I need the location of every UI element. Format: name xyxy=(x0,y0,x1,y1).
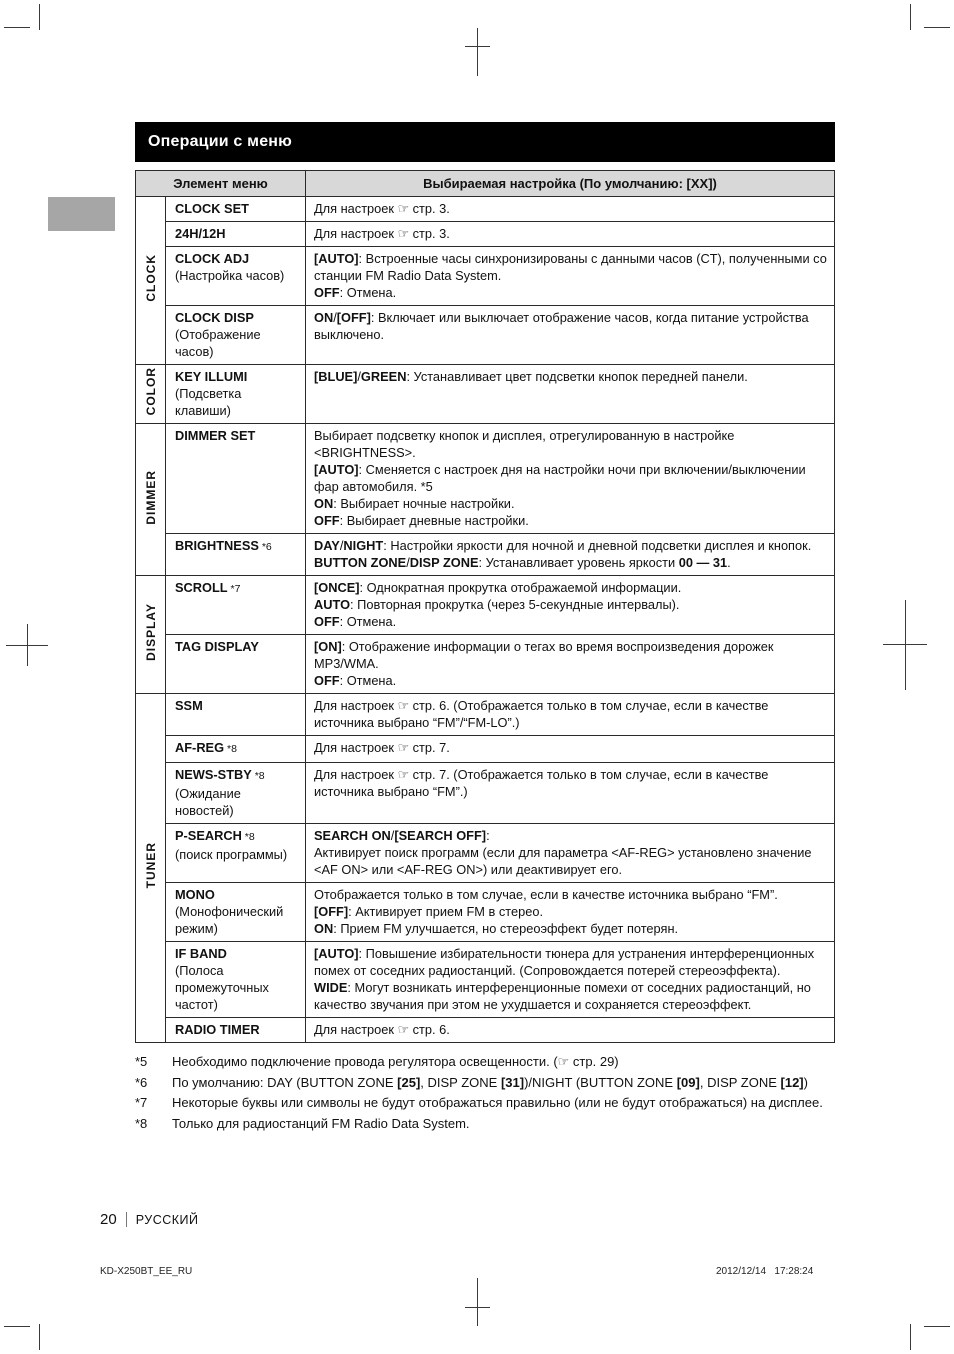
menu-item-name: SCROLL xyxy=(175,580,228,595)
bold-text: [AUTO] xyxy=(314,946,359,961)
bold-text: ON xyxy=(314,310,334,325)
bold-text: DAY xyxy=(314,538,340,553)
text: : Активирует прием FM в стерео. xyxy=(348,904,543,919)
bold-text: ON xyxy=(314,496,334,511)
footnotes xyxy=(135,1053,835,1132)
bold-text: [ON] xyxy=(314,639,342,654)
menu-row xyxy=(136,222,835,247)
text: ) xyxy=(803,1074,808,1090)
text: Для настроек ☞ стр. 3. xyxy=(314,201,450,216)
bold-text: 00 — 31 xyxy=(678,555,728,570)
bold-text: WIDE xyxy=(314,980,348,995)
setting-description-cell xyxy=(306,942,835,1018)
page-number: 20 xyxy=(100,1211,117,1228)
description-line xyxy=(314,200,827,217)
setting-description-cell xyxy=(306,247,835,306)
center-mark-bottom-h xyxy=(465,1307,490,1308)
menu-item-subtitle: (поиск программы) xyxy=(175,847,288,862)
text: : Отображение информации о тегах во время воспроизведения дорожек MP3/WMA. xyxy=(314,639,774,671)
description-line xyxy=(314,284,827,301)
bold-text: [09] xyxy=(676,1074,700,1090)
center-mark-top-h xyxy=(465,46,490,47)
description-line xyxy=(314,309,827,343)
bold-text: [BLUE] xyxy=(314,369,358,384)
bold-text: [SEARCH OFF] xyxy=(394,828,487,843)
menu-item-name: MONO xyxy=(175,887,215,902)
bold-text: [AUTO] xyxy=(314,251,359,266)
menu-table-body xyxy=(136,197,835,1043)
menu-item-name: CLOCK SET xyxy=(175,201,249,216)
menu-row xyxy=(136,306,835,365)
table-header-row xyxy=(136,171,835,197)
description-line xyxy=(314,225,827,242)
menu-item-name: P-SEARCH xyxy=(175,828,242,843)
description-line xyxy=(314,495,827,512)
description-line xyxy=(314,512,827,529)
menu-item-cell xyxy=(166,883,306,942)
menu-item-subtitle: (Подсветка клавиши) xyxy=(175,386,242,418)
description-line xyxy=(314,844,827,878)
description-line xyxy=(314,697,827,731)
menu-row xyxy=(136,763,835,824)
menu-item-cell xyxy=(166,247,306,306)
bold-text: [ONCE] xyxy=(314,580,360,595)
setting-description-cell xyxy=(306,763,835,824)
text: Для настроек ☞ стр. 6. xyxy=(314,1022,450,1037)
col-header-setting: Выбираемая настройка (По умолчанию: [XX]) xyxy=(306,171,835,197)
footnote-ref: *8 xyxy=(251,770,265,782)
category-cell-tuner xyxy=(136,694,166,1043)
text: / xyxy=(339,538,344,553)
text: Для настроек ☞ стр. 7. (Отображается только в том случае, если в качестве источника выбрано “FM”.) xyxy=(314,767,769,799)
bold-text: SEARCH ON xyxy=(314,828,391,843)
menu-item-cell xyxy=(166,635,306,694)
crop-mark-bottom-left-v xyxy=(39,1324,40,1350)
footnote-text xyxy=(172,1115,835,1133)
footnote-ref: *7 xyxy=(227,583,241,595)
text: , DISP ZONE xyxy=(420,1074,501,1090)
bold-text: ON xyxy=(314,921,334,936)
menu-item-cell xyxy=(166,942,306,1018)
text: : Прием FM улучшается, но стереоэффект будет потерян. xyxy=(333,921,679,936)
description-line xyxy=(314,537,827,554)
text: / xyxy=(333,310,337,325)
footnote-ref: *6 xyxy=(258,541,272,553)
text: : Могут возникать интерференционные помехи от соседних радиостанций, но качество звучания при этом не ухудшается и сохраняется стереоэффект. xyxy=(314,980,811,1012)
text: Некоторые буквы или символы не будут отображаться правильно (или не будут отображаться) на дисплее. xyxy=(172,1095,823,1110)
description-line xyxy=(314,613,827,630)
menu-item-name: 24H/12H xyxy=(175,226,226,241)
menu-row xyxy=(136,736,835,763)
center-mark-right-v xyxy=(905,600,906,690)
bold-text: GREEN xyxy=(360,369,407,384)
bold-text: [12] xyxy=(780,1074,804,1090)
description-line xyxy=(314,554,827,571)
crop-mark-top-left-v xyxy=(39,4,40,30)
bold-text: [25] xyxy=(397,1074,421,1090)
footnote-marker: *7 xyxy=(135,1095,148,1110)
text: : Сменяется с настроек дня на настройки ночи при включении/выключении фар автомобиля. *5 xyxy=(314,462,806,494)
crop-mark-top-right-h xyxy=(924,27,950,28)
menu-item-cell xyxy=(166,576,306,635)
text: По умолчанию: DAY (BUTTON ZONE xyxy=(172,1074,398,1090)
text: : Выбирает дневные настройки. xyxy=(339,513,529,528)
menu-item-subtitle: (Ожидание новостей) xyxy=(175,786,241,818)
description-line xyxy=(314,920,827,937)
crop-mark-top-left-h xyxy=(4,27,30,28)
footnote-ref: *8 xyxy=(241,831,255,843)
text: )/NIGHT (BUTTON ZONE xyxy=(524,1074,677,1090)
setting-description-cell xyxy=(306,694,835,736)
description-line xyxy=(314,1021,827,1038)
bold-text: [OFF] xyxy=(336,310,371,325)
menu-row xyxy=(136,694,835,736)
description-line xyxy=(314,766,827,800)
text: : Устанавливает цвет подсветки кнопок передней панели. xyxy=(406,369,748,384)
bold-text: OFF xyxy=(314,513,340,528)
description-line xyxy=(314,638,827,672)
setting-description-cell xyxy=(306,306,835,365)
footnote xyxy=(135,1115,835,1133)
category-cell-dimmer xyxy=(136,424,166,576)
crop-mark-bottom-right-v xyxy=(910,1324,911,1350)
description-line xyxy=(314,461,827,495)
category-cell-clock xyxy=(136,197,166,365)
page-content xyxy=(135,122,835,1135)
crop-mark-top-right-v xyxy=(910,4,911,30)
text: Активирует поиск программ (если для параметра <AF-REG> установлено значение <AF ON> или <AF-REG ON>) или деактивирует его. xyxy=(314,845,812,877)
menu-row xyxy=(136,942,835,1018)
setting-description-cell xyxy=(306,824,835,883)
text: : Отмена. xyxy=(339,285,397,300)
center-mark-top-v xyxy=(477,28,478,76)
setting-description-cell xyxy=(306,576,835,635)
section-title: Операции с меню xyxy=(148,133,293,150)
bold-text: OFF xyxy=(314,285,340,300)
menu-item-cell xyxy=(166,306,306,365)
crop-mark-bottom-right-h xyxy=(924,1326,950,1327)
category-cell-color xyxy=(136,365,166,424)
print-datetime: 2012/12/14 17:28:24 xyxy=(716,1266,814,1277)
menu-item-name: CLOCK ADJ xyxy=(175,251,250,266)
text: / xyxy=(357,369,361,384)
setting-description-cell xyxy=(306,1018,835,1043)
description-line xyxy=(314,672,827,689)
menu-item-cell xyxy=(166,824,306,883)
menu-item-name: KEY ILLUMI xyxy=(175,369,248,384)
menu-item-name: CLOCK DISP xyxy=(175,310,254,325)
text: / xyxy=(406,555,410,570)
menu-row xyxy=(136,534,835,576)
description-line xyxy=(314,886,827,903)
text: : Выбирает ночные настройки. xyxy=(333,496,515,511)
bold-text: NIGHT xyxy=(343,538,384,553)
text: Для настроек ☞ стр. 6. (Отображается только в том случае, если в качестве источника выбрано “FM”/“FM-LO”.) xyxy=(314,698,769,730)
text: : Повышение избирательности тюнера для устранения интерференционных помех от соседних радиостанций. (Сопровождается потерей стереоэффекта). xyxy=(314,946,815,978)
text: : Отмена. xyxy=(339,614,397,629)
menu-row xyxy=(136,365,835,424)
footnote xyxy=(135,1094,835,1112)
menu-item-subtitle: (Полоса промежуточных частот) xyxy=(175,963,269,1012)
text: Выбирает подсветку кнопок и дисплея, отрегулированную в настройке <BRIGHTNESS>. xyxy=(314,428,735,460)
menu-item-cell xyxy=(166,424,306,534)
page-footer xyxy=(100,1211,199,1228)
menu-row xyxy=(136,635,835,694)
print-file-id: KD-X250BT_EE_RU xyxy=(100,1266,193,1277)
description-line xyxy=(314,903,827,920)
menu-row xyxy=(136,1018,835,1043)
text: Только для радиостанций FM Radio Data System. xyxy=(172,1115,470,1131)
footnote-marker: *8 xyxy=(135,1115,148,1131)
menu-item-subtitle: (Монофонический режим) xyxy=(175,904,284,936)
description-line xyxy=(314,596,827,613)
text: Необходимо подключение провода регулятора освещенности. (☞ стр. 29) xyxy=(172,1054,619,1069)
menu-row xyxy=(136,197,835,222)
footer-divider xyxy=(126,1212,127,1227)
description-line xyxy=(314,368,827,385)
text: : Отмена. xyxy=(339,673,397,688)
menu-item-name: SSM xyxy=(175,698,203,713)
description-line xyxy=(314,579,827,596)
menu-item-cell xyxy=(166,736,306,763)
category-label: TUNER xyxy=(143,842,158,889)
footnote xyxy=(135,1074,835,1092)
text: : Настройки яркости для ночной и дневной подсветки дисплея и кнопок. xyxy=(383,538,812,553)
footnote-marker: *5 xyxy=(135,1054,148,1069)
menu-item-cell xyxy=(166,534,306,576)
category-cell-display xyxy=(136,576,166,694)
menu-item-name: DIMMER SET xyxy=(175,428,256,443)
bold-text: OFF xyxy=(314,673,340,688)
description-line xyxy=(314,739,827,756)
edge-tab xyxy=(48,197,115,231)
menu-row xyxy=(136,247,835,306)
menu-item-name: NEWS-STBY xyxy=(175,767,252,782)
category-label: DISPLAY xyxy=(143,603,158,661)
setting-description-cell xyxy=(306,197,835,222)
text: Отображается только в том случае, если в качестве источника выбрано “FM”. xyxy=(314,887,778,902)
setting-description-cell xyxy=(306,736,835,763)
menu-item-subtitle: (Отображение часов) xyxy=(175,327,261,359)
menu-item-name: BRIGHTNESS xyxy=(175,538,259,553)
category-label: COLOR xyxy=(143,367,158,416)
setting-description-cell xyxy=(306,635,835,694)
menu-item-cell xyxy=(166,197,306,222)
center-mark-left-v xyxy=(27,624,28,666)
menu-item-cell xyxy=(166,763,306,824)
footnote-marker: *6 xyxy=(135,1074,148,1090)
footnote-text xyxy=(172,1094,835,1112)
bold-text: [31] xyxy=(500,1074,525,1090)
setting-description-cell xyxy=(306,883,835,942)
bold-text: [OFF] xyxy=(314,904,349,919)
footnote-ref: *8 xyxy=(224,743,237,755)
text: : Повторная прокрутка (через 5-секундные интервалы). xyxy=(350,597,680,612)
menu-item-cell xyxy=(166,694,306,736)
page-language: РУССКИЙ xyxy=(135,1212,199,1227)
menu-item-name: IF BAND xyxy=(175,946,227,961)
text: . xyxy=(727,555,731,570)
crop-mark-bottom-left-h xyxy=(4,1326,30,1327)
menu-item-cell xyxy=(166,222,306,247)
text: Для настроек ☞ стр. 7. xyxy=(314,740,450,755)
menu-item-cell xyxy=(166,1018,306,1043)
text: : xyxy=(486,828,490,843)
bold-text: OFF xyxy=(314,614,340,629)
text: : Включает или выключает отображение часов, когда питание устройства выключено. xyxy=(314,310,809,342)
menu-row xyxy=(136,424,835,534)
menu-row xyxy=(136,883,835,942)
bold-text: AUTO xyxy=(314,597,351,612)
bold-text: [AUTO] xyxy=(314,462,359,477)
text: : Встроенные часы синхронизированы с данными часов (CT), полученными со станции FM Radio Data System. xyxy=(314,251,827,283)
category-label: CLOCK xyxy=(143,254,158,302)
menu-row xyxy=(136,576,835,635)
description-line xyxy=(314,945,827,979)
footnote xyxy=(135,1053,835,1071)
footnote-text xyxy=(172,1053,835,1071)
menu-table xyxy=(135,170,835,1043)
menu-row xyxy=(136,824,835,883)
col-header-menu-item: Элемент меню xyxy=(136,171,306,197)
text: : Однократная прокрутка отображаемой информации. xyxy=(359,580,682,595)
menu-item-subtitle: (Настройка часов) xyxy=(175,268,285,283)
menu-item-cell xyxy=(166,365,306,424)
description-line xyxy=(314,827,827,844)
category-label: DIMMER xyxy=(143,469,158,525)
footnote-text xyxy=(172,1074,835,1092)
menu-item-name: AF-REG xyxy=(175,740,225,755)
description-line xyxy=(314,979,827,1013)
menu-item-name: TAG DISPLAY xyxy=(175,639,259,654)
center-mark-bottom-v xyxy=(477,1278,478,1326)
text: : Устанавливает уровень яркости xyxy=(478,555,679,570)
menu-item-name: RADIO TIMER xyxy=(175,1022,260,1037)
center-mark-right-h xyxy=(883,644,927,645)
text: Для настроек ☞ стр. 3. xyxy=(314,226,450,241)
description-line xyxy=(314,427,827,461)
bold-text: DISP ZONE xyxy=(409,555,479,570)
section-title-bar xyxy=(135,122,835,162)
text: , DISP ZONE xyxy=(699,1074,781,1090)
setting-description-cell xyxy=(306,424,835,534)
text: / xyxy=(390,828,395,843)
setting-description-cell xyxy=(306,365,835,424)
bold-text: BUTTON ZONE xyxy=(314,555,407,570)
setting-description-cell xyxy=(306,534,835,576)
description-line xyxy=(314,250,827,284)
setting-description-cell xyxy=(306,222,835,247)
